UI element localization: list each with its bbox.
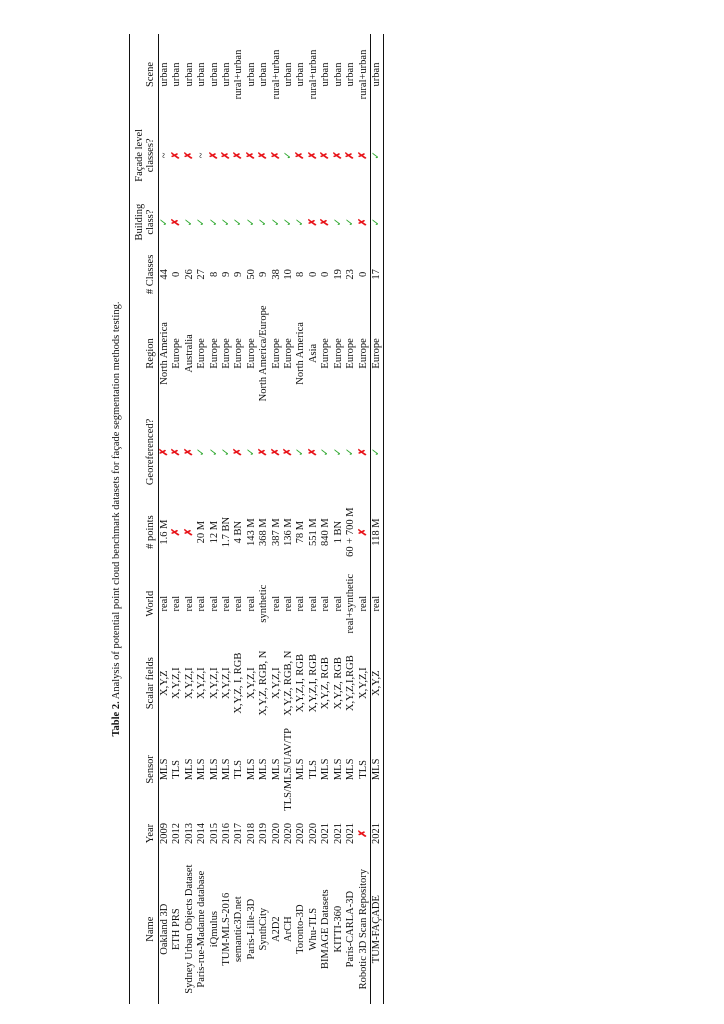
table-row (159, 34, 172, 1004)
table-cell: MLS (245, 758, 257, 781)
table-cell: 136 M (283, 518, 295, 546)
table-cell: urban (258, 62, 270, 87)
table-cell: urban (159, 62, 170, 87)
table-cell: ✓ (345, 217, 357, 227)
table-cell: ✗ (258, 447, 270, 457)
table-cell: 9 (221, 271, 233, 278)
table-cell: real (320, 595, 332, 612)
table-cell: Europe (345, 338, 357, 369)
table-cell: ✓ (196, 447, 208, 457)
table-cell: urban (320, 62, 332, 87)
table-cell: 1.7 BN (221, 516, 233, 548)
table-body (159, 34, 384, 1004)
table-row (184, 34, 196, 1004)
table-cell: 60 + 700 M (345, 507, 357, 557)
table-cell: ETH PRS (171, 908, 183, 951)
table-cell: urban (370, 62, 382, 87)
table-cell: X,Y,Z,I (270, 667, 282, 700)
table-cell: urban (208, 62, 220, 87)
table-cell: urban (332, 62, 344, 87)
table-cell: TUM-MLS-2016 (221, 892, 233, 966)
table-cell: ✓ (370, 150, 382, 160)
table-cell: rural+urban (270, 49, 282, 100)
column-header: Scene (145, 61, 156, 88)
table-cell: ✗ (320, 150, 332, 160)
table-cell: ✓ (295, 217, 307, 227)
table-cell: A2D2 (270, 916, 282, 942)
table-caption (111, 34, 122, 1004)
table-cell: semantic3D.net (233, 896, 245, 962)
table-cell: ✗ (307, 447, 319, 457)
table-row (171, 34, 183, 1004)
table-cell: ✓ (332, 447, 344, 457)
table-cell: 9 (233, 271, 245, 278)
table-row (209, 34, 221, 1004)
table-cell: real+synthetic (345, 573, 357, 634)
table-cell: MLS (221, 758, 233, 781)
table-cell: ✗ (270, 150, 282, 160)
table-cell: X,Y,Z,I (357, 667, 369, 700)
table-cell: 23 (345, 269, 357, 280)
column-header: Region (145, 338, 156, 369)
table-cell: X,Y,Z,I,RGB (345, 655, 357, 712)
table-cell: ✗ (320, 217, 332, 227)
table-cell: MLS (208, 758, 220, 781)
table-cell: Toronto-3D (295, 904, 307, 954)
table-cell: ✗ (171, 527, 183, 537)
table-row (271, 34, 283, 1004)
table-cell: 26 (183, 269, 195, 280)
table-cell: MLS (332, 758, 344, 781)
table-cell: 20 M (196, 520, 208, 544)
table-cell: 1 BN (332, 520, 344, 544)
column-header: Building class? (134, 203, 156, 241)
table-cell: MLS (183, 758, 195, 781)
table-cell: ✗ (332, 150, 344, 160)
table-cell: 19 (332, 269, 344, 280)
table-cell: ✗ (295, 150, 307, 160)
table-cell: urban (183, 62, 195, 87)
table-row (295, 34, 307, 1004)
table-cell: X,Y,Z, RGB, N (283, 650, 295, 716)
table-cell: X,Y,Z, I, RGB (233, 652, 245, 714)
table-cell: ✗ (283, 447, 295, 457)
table-cell: 0 (307, 271, 319, 278)
table-cell: ArCH (283, 916, 295, 942)
table-cell: 551 M (307, 518, 319, 546)
table-cell: TLS/MLS/UAV/TP (283, 728, 295, 811)
table-cell: real (357, 595, 369, 612)
table-cell: 118 M (370, 518, 382, 546)
table-cell: Europe (221, 338, 233, 369)
table-cell: X,Y,Z,I (208, 667, 220, 700)
table-cell: ✗ (171, 447, 183, 457)
table-cell: Paris-rue-Madame database (196, 870, 208, 988)
table-cell: Europe (245, 338, 257, 369)
table-cell: MLS (196, 758, 208, 781)
table-cell: ✗ (307, 150, 319, 160)
table-cell: Robotic 3D Scan Repository (357, 868, 369, 990)
table-cell: ✓ (208, 217, 220, 227)
table-cell: rural+urban (307, 49, 319, 100)
table-cell: Whu-TLS (307, 907, 319, 951)
table-cell: real (233, 595, 245, 612)
table-cell: ✓ (221, 447, 233, 457)
table-cell: 4 BN (233, 520, 245, 544)
table-cell: X,Y,Z,I (221, 667, 233, 700)
table-row (196, 34, 208, 1004)
table-cell: ✓ (345, 447, 357, 457)
table-cell: 2014 (196, 823, 208, 845)
table-row (345, 34, 357, 1004)
table-row (358, 34, 371, 1004)
table-cell: Sydney Urban Objects Dataset (183, 864, 195, 994)
table-cell: ✓ (196, 217, 208, 227)
table-cell: ✗ (345, 150, 357, 160)
table-cell: TLS (307, 760, 319, 779)
table-cell: ✓ (245, 447, 257, 457)
table-row (221, 34, 233, 1004)
table-cell: ✓ (245, 217, 257, 227)
column-header: # points (145, 515, 156, 549)
table-cell: urban (171, 62, 183, 87)
table-cell: urban (245, 62, 257, 87)
table-cell: urban (196, 62, 208, 87)
table-cell: Europe (332, 338, 344, 369)
table-cell: ✗ (159, 447, 170, 457)
column-header: Name (145, 916, 156, 942)
table-caption-text: Analysis of potential point cloud benchmark datasets for façade segmentation methods testing. (111, 301, 122, 702)
table-cell: ✓ (258, 217, 270, 227)
table-cell: 1.6 M (159, 519, 170, 545)
table-cell: ✗ (183, 447, 195, 457)
table-cell: real (245, 595, 257, 612)
table-cell: X,Y,Z, RGB, N (258, 650, 270, 716)
table-cell: TUM-FAÇADE (370, 895, 382, 964)
table-cell: MLS (295, 758, 307, 781)
table-cell: 387 M (270, 518, 282, 546)
table-cell: X,Y,Z (370, 670, 382, 696)
table-cell: 2009 (159, 823, 170, 845)
table-cell: 143 M (245, 518, 257, 546)
table-cell: real (295, 595, 307, 612)
table-cell: ✗ (357, 447, 369, 457)
table-cell: real (171, 595, 183, 612)
table-cell: North America/Europe (258, 305, 270, 402)
table-cell: TLS (171, 760, 183, 779)
table-cell: MLS (270, 758, 282, 781)
table-cell: ✗ (357, 150, 369, 160)
table-cell: 44 (159, 269, 170, 280)
table-cell: ✓ (159, 217, 170, 227)
table-cell: iQmulus (208, 911, 220, 948)
table-cell: MLS (345, 758, 357, 781)
table-cell: real (270, 595, 282, 612)
dataset-table (129, 34, 384, 1004)
table-cell: Asia (307, 343, 319, 364)
table-cell: urban (295, 62, 307, 87)
table-cell: 2019 (258, 823, 270, 845)
table-cell: real (196, 595, 208, 612)
table-cell: ✓ (221, 217, 233, 227)
table-cell: 840 M (320, 518, 332, 546)
table-cell: Europe (233, 338, 245, 369)
table-cell: ✓ (370, 447, 382, 457)
table-cell: Europe (283, 338, 295, 369)
table-cell: ✗ (258, 150, 270, 160)
rotated-page-content (111, 34, 631, 1004)
table-cell: 0 (320, 271, 332, 278)
table-cell: 27 (196, 269, 208, 280)
table-cell: real (307, 595, 319, 612)
table-cell: ✓ (332, 217, 344, 227)
table-cell: 8 (295, 271, 307, 278)
table-cell: North America (295, 322, 307, 385)
table-cell: Paris-CARLA-3D (345, 890, 357, 968)
table-row (283, 34, 295, 1004)
table-cell: ✓ (233, 217, 245, 227)
table-cell: Paris-Lille-3D (245, 898, 257, 960)
table-cell: real (183, 595, 195, 612)
table-cell: real (159, 595, 170, 612)
table-cell: X,Y,Z, RGB (332, 657, 344, 710)
table-cell: 9 (258, 271, 270, 278)
table-cell: ✗ (171, 150, 183, 160)
table-cell: X,Y,Z (159, 670, 170, 696)
table-cell: 17 (370, 269, 382, 280)
table-cell: 2021 (345, 823, 357, 845)
table-cell: 2021 (332, 823, 344, 845)
table-cell: X,Y,Z,I (171, 667, 183, 700)
table-cell: X,Y,Z,I (183, 667, 195, 700)
table-cell: 10 (283, 269, 295, 280)
table-cell: ✓ (208, 447, 220, 457)
table-cell: Europe (196, 338, 208, 369)
table-cell: ✗ (171, 217, 183, 227)
table-cell: urban (345, 62, 357, 87)
table-cell: 12 M (208, 520, 220, 544)
table-cell: Australia (183, 334, 195, 373)
table-cell: X,Y,Z, RGB (320, 657, 332, 710)
table-row (246, 34, 258, 1004)
table-cell: rural+urban (357, 49, 369, 100)
table-cell: Europe (208, 338, 220, 369)
table-cell: ✗ (245, 150, 257, 160)
table-cell: 2017 (233, 823, 245, 845)
table-cell: North America (159, 322, 170, 385)
table-cell: ✓ (183, 217, 195, 227)
table-cell: TLS (357, 760, 369, 779)
table-cell: 2021 (370, 823, 382, 845)
table-cell: ✓ (283, 150, 295, 160)
table-cell: 2020 (307, 823, 319, 845)
table-row (320, 34, 332, 1004)
table-cell: MLS (159, 758, 170, 781)
table-cell: BIMAGE Datasets (320, 889, 332, 969)
table-cell: MLS (320, 758, 332, 781)
table-cell: real (208, 595, 220, 612)
table-cell: X,Y,Z,I, RGB (307, 653, 319, 713)
table-cell: 2018 (245, 823, 257, 845)
table-cell: SynthCity (258, 907, 270, 951)
table-cell: Oakland 3D (159, 903, 170, 955)
table-cell: Europe (171, 338, 183, 369)
column-header: Scalar fields (145, 657, 156, 710)
table-cell: 2020 (270, 823, 282, 845)
table-cell: 0 (171, 271, 183, 278)
column-header: Sensor (145, 755, 156, 784)
table-cell: real (221, 595, 233, 612)
table-row (308, 34, 320, 1004)
table-cell: synthetic (258, 584, 270, 623)
table-cell: real (332, 595, 344, 612)
table-cell: ✗ (357, 829, 369, 838)
table-cell: ✗ (233, 150, 245, 160)
table-cell: 2015 (208, 823, 220, 845)
table-cell: ✗ (357, 527, 369, 537)
table-cell: ✓ (270, 217, 282, 227)
table-cell: Europe (357, 338, 369, 369)
table-cell: TLS (233, 760, 245, 779)
table-cell: 38 (270, 269, 282, 280)
table-cell: 78 M (295, 520, 307, 544)
table-cell: X,Y,Z,I, RGB (295, 653, 307, 713)
table-cell: 2016 (221, 823, 233, 845)
table-cell: 2020 (283, 823, 295, 845)
table-cell: real (283, 595, 295, 612)
column-header: Georeferenced? (145, 418, 156, 486)
table-cell: ✓ (370, 217, 382, 227)
table-cell: rural+urban (233, 49, 245, 100)
table-caption-label: Table 2. (111, 701, 122, 737)
table-cell: ~ (196, 152, 208, 159)
table-cell: ✗ (183, 527, 195, 537)
table-row (233, 34, 245, 1004)
column-header: # Classes (145, 254, 156, 295)
column-header: Year (145, 823, 156, 844)
table-cell: MLS (258, 758, 270, 781)
table-header (130, 34, 159, 1004)
table-cell: 2012 (171, 823, 183, 845)
table-cell: ✗ (183, 150, 195, 160)
header-row (130, 34, 159, 1004)
table-cell: 2020 (295, 823, 307, 845)
table-cell: 0 (357, 271, 369, 278)
table-cell: ✓ (320, 447, 332, 457)
table-cell: Europe (320, 338, 332, 369)
table-cell: 2021 (320, 823, 332, 845)
table-cell: ✓ (295, 447, 307, 457)
table-cell: urban (283, 62, 295, 87)
table-cell: ✗ (208, 150, 220, 160)
table-cell: ✗ (233, 447, 245, 457)
table-cell: ✗ (270, 447, 282, 457)
table-cell: urban (221, 62, 233, 87)
table-row (258, 34, 270, 1004)
table-cell: ✗ (357, 217, 369, 227)
table-row (370, 34, 383, 1004)
table-cell: Europe (370, 338, 382, 369)
column-header: Façade level classes? (134, 128, 156, 182)
table-cell: 2013 (183, 823, 195, 845)
table-cell: KITTI-360 (332, 905, 344, 953)
table-cell: X,Y,Z,I (196, 667, 208, 700)
table-cell: Europe (270, 338, 282, 369)
table-cell: MLS (370, 758, 382, 781)
table-cell: real (370, 595, 382, 612)
table-cell: X,Y,Z,I (245, 667, 257, 700)
table-cell: 50 (245, 269, 257, 280)
table-cell: 368 M (258, 518, 270, 546)
table-cell: ✗ (307, 217, 319, 227)
table-cell: ✗ (221, 150, 233, 160)
column-header: World (145, 590, 156, 617)
table-cell: 8 (208, 271, 220, 278)
table-row (333, 34, 345, 1004)
table-cell: ✓ (283, 217, 295, 227)
table-cell: ~ (159, 152, 170, 159)
